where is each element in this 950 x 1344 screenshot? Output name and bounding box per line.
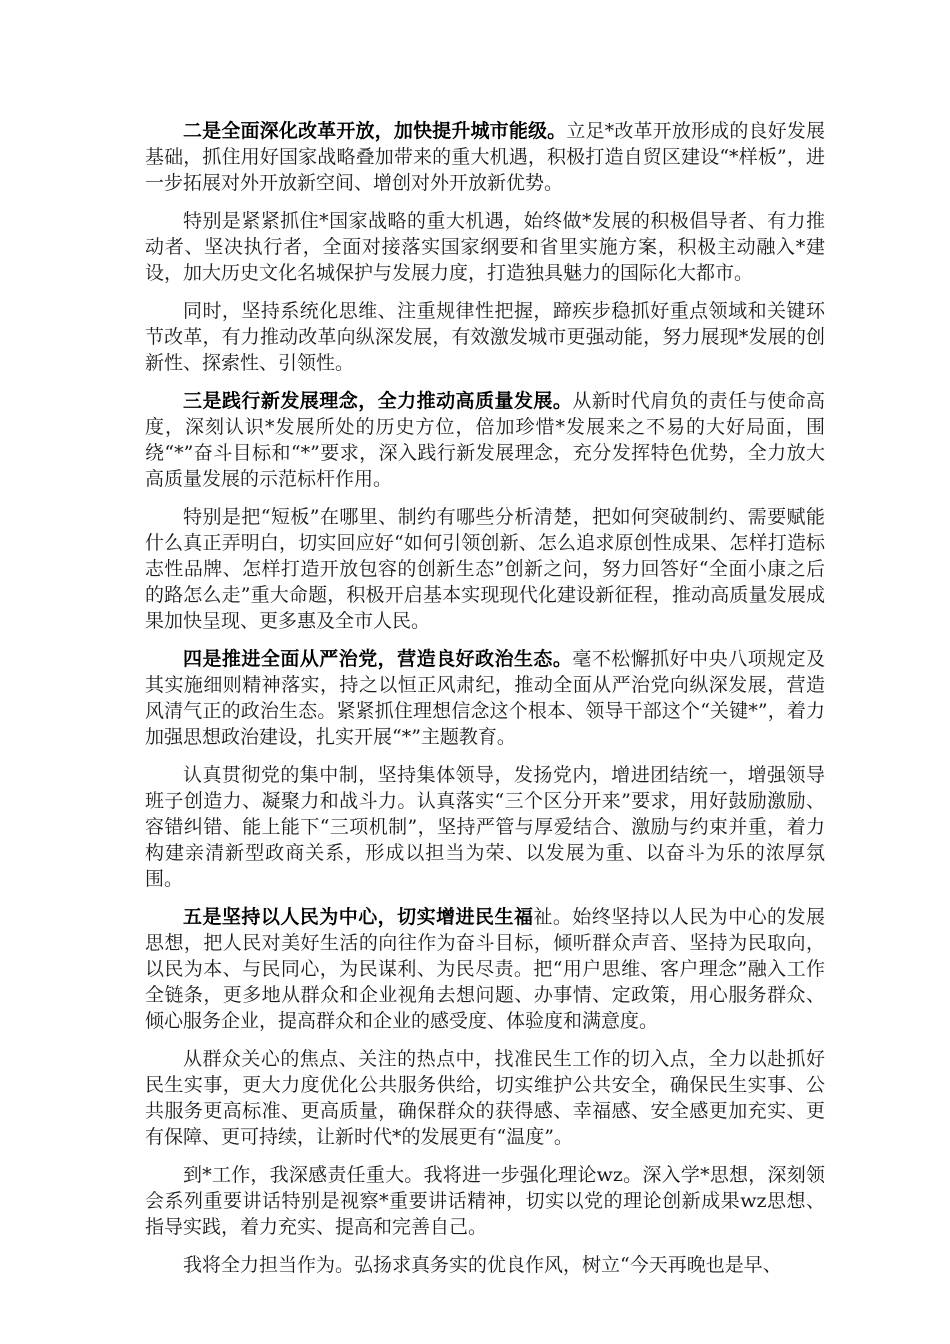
paragraph-text: 祉。始终坚持以人民为中心的发展思想，把人民对美好生活的向往作为奋斗目标，倾听群众声音、坚持为民取向，以民为本、与民同心，为民谋利、为民尽责。把“用户思维、客户理念”融入工作全链条，更多地从群众和企业视角去想问题、办事情、定政策，用心服务群众、倾心服务企业，提高群众和企业的感受度、体验度和满意度。 (145, 906, 825, 1032)
paragraph-heading: 二是全面深化改革开放，加快提升城市能级。 (183, 120, 567, 142)
paragraph-text: 立足*改革开放形成的良好发展基础，抓住用好国家战略叠加带来的重大机遇，积极打造自贸区建设“*样板”，进一步拓展对外开放新空间、增创对外开放新优势。 (145, 120, 825, 194)
paragraph-2 (145, 208, 825, 286)
paragraph-text: 我将全力担当作为。弘扬求真务实的优良作风，树立“今天再晚也是早、 (183, 1254, 782, 1276)
paragraph-text: 同时，坚持系统化思维、注重规律性把握，蹄疾步稳抓好重点领域和关键环节改革，有力推动改革向纵深发展，有效激发城市更强动能，努力展现*发展的创新性、探索性、引领性。 (145, 300, 825, 374)
paragraph-6 (145, 646, 825, 750)
paragraph-text: 从新时代肩负的责任与使命高度，深刻认识*发展所处的历史方位，倍加珍惜*发展来之不易的大好局面，围绕“*”奋斗目标和“*”要求，深入践行新发展理念，充分发挥特色优势，全力放大高质量发展的示范标杆作用。 (145, 390, 825, 490)
paragraph-1 (145, 118, 825, 196)
paragraph-text: 特别是把“短板”在哪里、制约有哪些分析清楚，把如何突破制约、需要赋能什么真正弄明白，切实回应好“如何引领创新、怎么追求原创性成果、怎样打造标志性品牌、怎样打造开放包容的创新生态”创新之问，努力回答好“全面小康之后的路怎么走”重大命题，积极开启基本实现现代化建设新征程，推动高质量发展成果加快呈现、更多惠及全市人民。 (145, 506, 825, 632)
paragraph-11 (145, 1252, 825, 1278)
paragraph-heading: 四是推进全面从严治党，营造良好政治生态。 (183, 648, 573, 670)
paragraph-10 (145, 1162, 825, 1240)
paragraph-text: 毫不松懈抓好中央八项规定及其实施细则精神落实，持之以恒正风肃纪，推动全面从严治党向纵深发展，营造风清气正的政治生态。紧紧抓住理想信念这个根本、领导干部这个“关键*”，着力加强思想政治建设，扎实开展“*”主题教育。 (145, 648, 825, 748)
paragraph-text: 到*工作，我深感责任重大。我将进一步强化理论wz。深入学*思想，深刻领会系列重要讲话特别是视察*重要讲话精神，切实以党的理论创新成果wz思想、指导实践，着力充实、提高和完善自己。 (145, 1164, 825, 1238)
paragraph-5 (145, 504, 825, 634)
paragraph-heading: 五是坚持以人民为中心，切实增进民生福 (183, 906, 534, 928)
paragraph-9 (145, 1046, 825, 1150)
paragraph-text: 从群众关心的焦点、关注的热点中，找准民生工作的切入点，全力以赴抓好民生实事，更大力度优化公共服务供给，切实维护公共安全，确保民生实事、公共服务更高标准、更高质量，确保群众的获得感、幸福感、安全感更加充实、更有保障、更可持续，让新时代*的发展更有“温度”。 (145, 1048, 825, 1148)
paragraph-3 (145, 298, 825, 376)
paragraph-text: 特别是紧紧抓住*国家战略的重大机遇，始终做*发展的积极倡导者、有力推动者、坚决执行者，全面对接落实国家纲要和省里实施方案，积极主动融入*建设，加大历史文化名城保护与发展力度，打造独具魅力的国际化大都市。 (145, 210, 825, 284)
paragraph-text: 认真贯彻党的集中制，坚持集体领导，发扬党内，增进团结统一，增强领导班子创造力、凝聚力和战斗力。认真落实“三个区分开来”要求，用好鼓励激励、容错纠错、能上能下“三项机制”，坚持严管与厚爱结合、激励与约束并重，着力构建亲清新型政商关系，形成以担当为荣、以发展为重、以奋斗为乐的浓厚氛围。 (145, 764, 825, 890)
paragraph-heading: 三是践行新发展理念，全力推动高质量发展。 (183, 390, 573, 412)
paragraph-8 (145, 904, 825, 1034)
paragraph-7 (145, 762, 825, 892)
paragraph-4 (145, 388, 825, 492)
document-page (145, 118, 825, 1290)
